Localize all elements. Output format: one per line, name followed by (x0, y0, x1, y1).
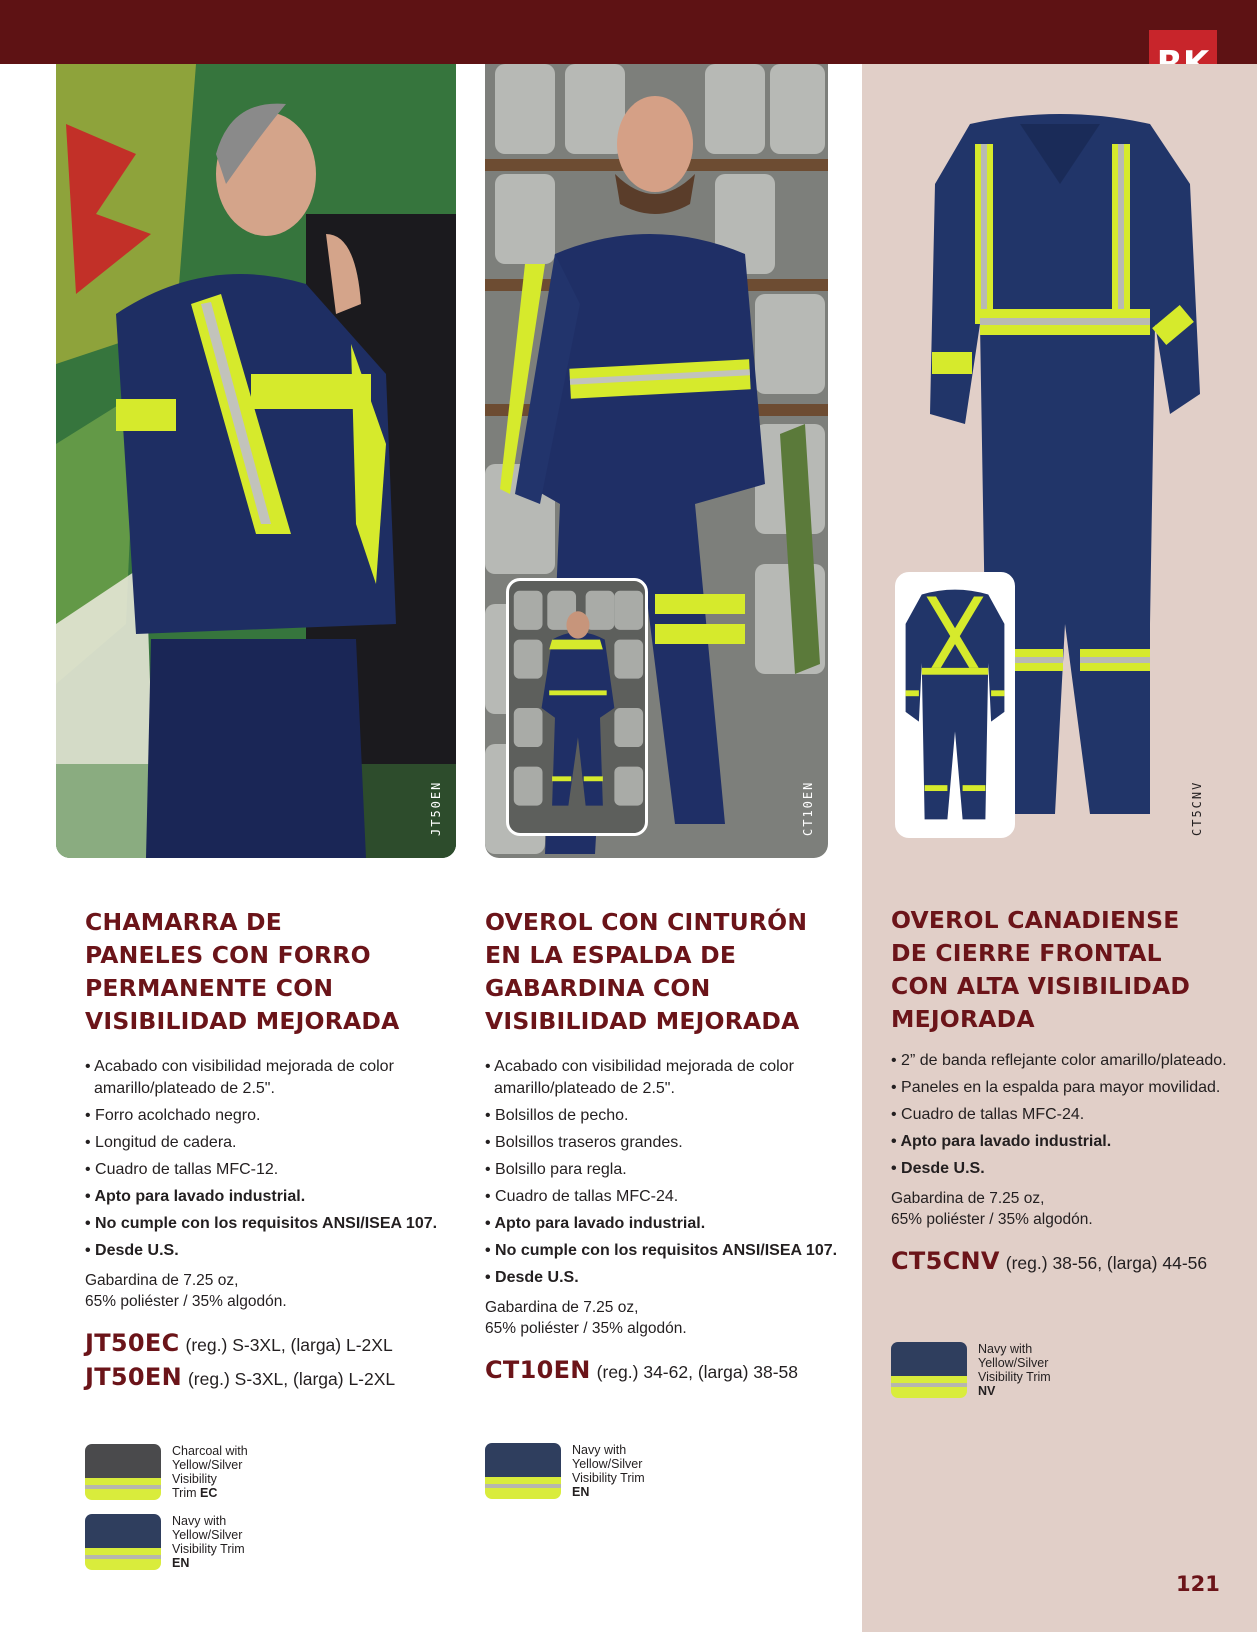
sku-code: JT50EC (85, 1329, 180, 1357)
color-swatch (85, 1444, 248, 1500)
feature-list (891, 1050, 1251, 1180)
swatch-label: Charcoal with Yellow/Silver Visibility Trim EC (172, 1444, 248, 1500)
product-title: CHAMARRA DE PANELES CON FORRO PERMANENTE CON VISIBILIDAD MEJORADA (85, 908, 400, 1035)
sku-line (85, 1328, 455, 1362)
fabric-info: Gabardina de 7.25 oz, 65% poliéster / 35% algodón. (485, 1299, 687, 1337)
top-bar (0, 0, 1257, 64)
swatch-label: Navy with Yellow/Silver Visibility Trim EN (172, 1514, 245, 1570)
feature-item: • Apto para lavado industrial. (485, 1215, 706, 1232)
photo-code-jt50en: JT50EN (429, 780, 443, 836)
inset-photo-back-view (506, 578, 648, 836)
fabric-info: Gabardina de 7.25 oz, 65% poliéster / 35% algodón. (891, 1190, 1093, 1228)
feature-item: • Paneles en la espalda para mayor movilidad. (891, 1079, 1221, 1096)
feature-item: • Desde U.S. (85, 1242, 179, 1259)
feature-list (485, 1056, 845, 1289)
sku-sizes: (reg.) S-3XL, (larga) L-2XL (187, 1369, 396, 1389)
photo-code-ct5cnv: CT5CNV (1190, 780, 1204, 836)
product-title: OVEROL CON CINTURÓN EN LA ESPALDA DE GABARDINA CON VISIBILIDAD MEJORADA (485, 908, 808, 1035)
photo-code-ct10en: CT10EN (801, 780, 815, 836)
sku-sizes: (reg.) 34-62, (larga) 38-58 (596, 1362, 799, 1382)
sku-sizes: (reg.) S-3XL, (larga) L-2XL (185, 1335, 393, 1355)
fabric-info: Gabardina de 7.25 oz, 65% poliéster / 35% algodón. (85, 1272, 287, 1310)
sku-line (85, 1362, 455, 1396)
sku-line (485, 1355, 845, 1389)
feature-item: • Bolsillo para regla. (485, 1161, 627, 1178)
feature-item: • Bolsillos traseros grandes. (485, 1134, 683, 1151)
feature-item: • Longitud de cadera. (85, 1134, 237, 1151)
product-photo-jacket (56, 64, 456, 858)
feature-item: • Acabado con visibilidad mejorada de color amarillo/plateado de 2.5". (485, 1058, 794, 1097)
feature-item: • 2” de banda reflejante color amarillo/plateado. (891, 1052, 1227, 1069)
feature-item: • Apto para lavado industrial. (891, 1133, 1112, 1150)
swatch-chip (891, 1342, 967, 1398)
color-swatch (891, 1342, 1051, 1398)
feature-item: • Apto para lavado industrial. (85, 1188, 306, 1205)
feature-item: • Desde U.S. (485, 1269, 579, 1286)
feature-item: • Acabado con visibilidad mejorada de color amarillo/plateado de 2.5". (85, 1058, 394, 1097)
sku-code: CT5CNV (891, 1247, 1000, 1275)
color-swatch (485, 1443, 645, 1499)
color-swatch (85, 1514, 245, 1570)
feature-list (85, 1056, 455, 1262)
swatch-chip (85, 1444, 161, 1500)
feature-item: • Forro acolchado negro. (85, 1107, 261, 1124)
sku-list (485, 1355, 845, 1389)
feature-item: • Desde U.S. (891, 1160, 985, 1177)
swatch-chip (85, 1514, 161, 1570)
swatch-label: Navy with Yellow/Silver Visibility Trim NV (978, 1342, 1051, 1398)
sku-sizes: (reg.) 38-56, (larga) 44-56 (1005, 1253, 1208, 1273)
page-number: 121 (1176, 1572, 1220, 1596)
feature-item: • Cuadro de tallas MFC-12. (85, 1161, 279, 1178)
sku-code: CT10EN (485, 1356, 591, 1384)
sku-list (85, 1328, 455, 1396)
sku-list (891, 1246, 1251, 1280)
product-coverall-belted (485, 906, 845, 1389)
product-jacket (85, 906, 455, 1396)
feature-item: • No cumple con los requisitos ANSI/ISEA 107. (85, 1215, 438, 1232)
feature-item: • No cumple con los requisitos ANSI/ISEA 107. (485, 1242, 838, 1259)
swatch-chip (485, 1443, 561, 1499)
feature-item: • Cuadro de tallas MFC-24. (891, 1106, 1085, 1123)
sku-code: JT50EN (85, 1363, 182, 1391)
inset-photo-back-coverall (895, 572, 1015, 838)
swatch-label: Navy with Yellow/Silver Visibility Trim EN (572, 1443, 645, 1499)
feature-item: • Cuadro de tallas MFC-24. (485, 1188, 679, 1205)
product-title: OVEROL CANADIENSE DE CIERRE FRONTAL CON ALTA VISIBILIDAD MEJORADA (891, 906, 1191, 1033)
sku-line (891, 1246, 1251, 1280)
feature-item: • Bolsillos de pecho. (485, 1107, 629, 1124)
product-canadian-coverall (891, 904, 1251, 1280)
